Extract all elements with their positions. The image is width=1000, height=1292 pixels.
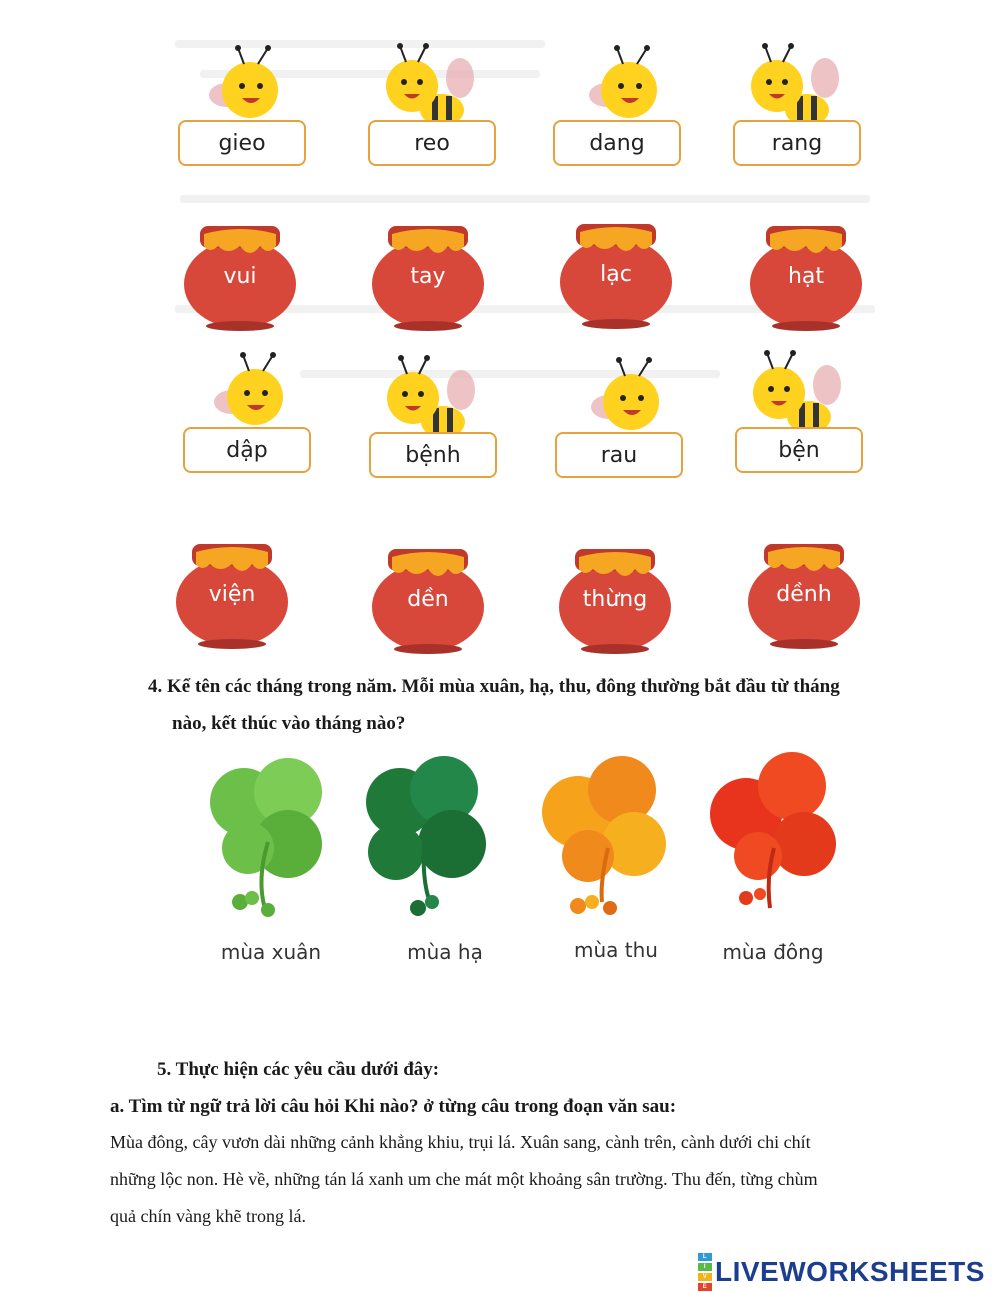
bee-card[interactable]: [727, 40, 867, 156]
word-label: dền: [407, 587, 449, 612]
bee-card[interactable]: [549, 352, 689, 468]
word-label: dập: [183, 427, 311, 473]
word-label: thừng: [582, 587, 648, 612]
logo-mark-icon: L I V E: [698, 1252, 712, 1292]
clover-winter-icon: [700, 748, 850, 918]
word-label: dang: [553, 120, 681, 166]
question-5a: a. Tìm từ ngữ trả lời câu hỏi Khi nào? ở từng câu trong đoạn văn sau:: [110, 1096, 677, 1117]
word-label: bệnh: [369, 432, 497, 478]
bee-icon: [547, 40, 687, 130]
honey-pot[interactable]: [744, 540, 864, 650]
honey-pot[interactable]: [368, 222, 488, 332]
liveworksheets-logo[interactable]: [698, 1252, 985, 1292]
season-label-autumn: mùa thu: [574, 938, 658, 962]
question-4-line-1: 4. Kể tên các tháng trong năm. Mỗi mùa xuân, hạ, thu, đông thường bắt đầu từ tháng: [148, 676, 840, 697]
word-label: viện: [208, 582, 256, 607]
word-label: rang: [733, 120, 861, 166]
bee-icon: [362, 40, 502, 130]
bee-icon: [363, 352, 503, 442]
honey-pot[interactable]: [172, 540, 292, 650]
bee-card[interactable]: [172, 40, 312, 156]
bee-icon: [177, 347, 317, 437]
bee-icon: [549, 352, 689, 442]
bee-icon: [172, 40, 312, 130]
bee-card[interactable]: [363, 352, 503, 468]
season-label-spring: mùa xuân: [220, 940, 322, 964]
paragraph-line: Mùa đông, cây vươn dài những cảnh khẳng khiu, trụi lá. Xuân sang, cành trên, cành dưới chi chít: [110, 1132, 811, 1152]
bee-card[interactable]: [362, 40, 502, 156]
clover-summer-icon: [352, 752, 502, 922]
honey-pot[interactable]: [368, 545, 488, 655]
question-5-title: 5. Thực hiện các yêu cầu dưới đây:: [157, 1059, 440, 1080]
honey-pot[interactable]: [180, 222, 300, 332]
bee-card[interactable]: [729, 347, 869, 463]
word-label: tay: [410, 264, 446, 289]
word-label: rau: [555, 432, 683, 478]
bee-card[interactable]: [177, 347, 317, 463]
clover-spring-icon: [196, 752, 346, 922]
word-label: bện: [735, 427, 863, 473]
season-label-winter: mùa đông: [722, 940, 824, 964]
bee-card[interactable]: [547, 40, 687, 156]
word-label: gieo: [178, 120, 306, 166]
paragraph-line: những lộc non. Hè về, những tán lá xanh um che mát một khoảng sân trường. Thu đến, từng chùm: [110, 1169, 818, 1189]
honey-pot[interactable]: [556, 220, 676, 330]
word-label: dềnh: [776, 582, 832, 607]
season-label-summer: mùa hạ: [407, 940, 483, 964]
bee-icon: [729, 347, 869, 437]
logo-text: LIVEWORKSHEETS: [715, 1256, 985, 1287]
clover-autumn-icon: [530, 752, 680, 922]
word-label: hạt: [787, 264, 825, 289]
word-label: reo: [368, 120, 496, 166]
honey-pot[interactable]: [555, 545, 675, 655]
question-4-line-2: nào, kết thúc vào tháng nào?: [172, 713, 406, 734]
honey-pot[interactable]: [746, 222, 866, 332]
word-label: lạc: [600, 262, 632, 287]
paragraph-line: quả chín vàng khẽ trong lá.: [110, 1206, 306, 1226]
word-label: vui: [223, 264, 257, 289]
bee-icon: [727, 40, 867, 130]
